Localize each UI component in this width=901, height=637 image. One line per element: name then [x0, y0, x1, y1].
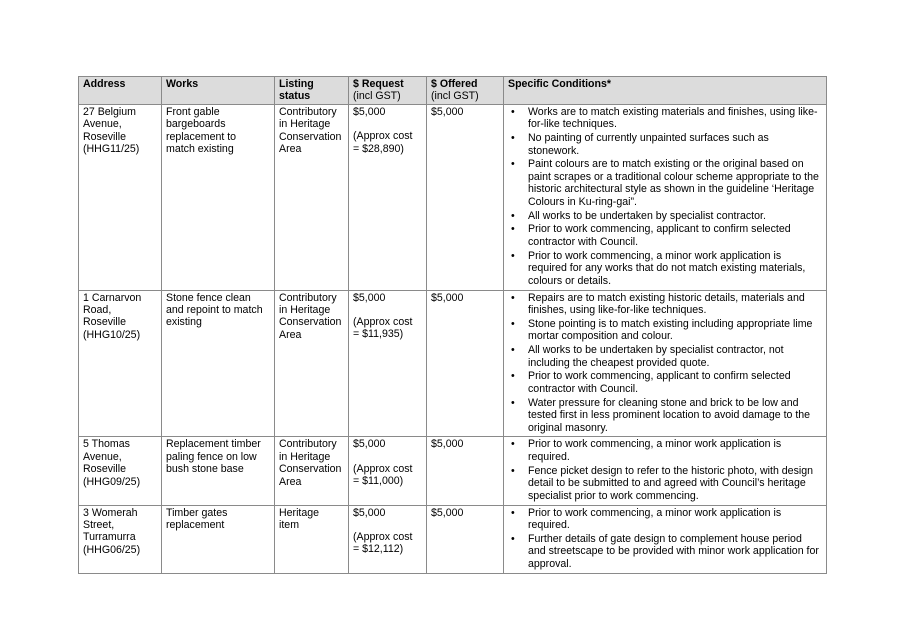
- condition-item: [508, 292, 822, 317]
- listing-status-cell-line: Area: [279, 143, 302, 156]
- address-cell-line: Roseville: [83, 130, 126, 143]
- listing-status-cell: [275, 290, 349, 437]
- condition-item: [508, 344, 822, 369]
- address-cell: [79, 290, 162, 437]
- offered-cell: [427, 290, 504, 437]
- condition-item: [508, 106, 822, 131]
- approx-cost-line: = $11,935): [353, 328, 404, 341]
- listing-status-cell-line: in Heritage: [279, 118, 331, 131]
- conditions-list: [508, 292, 822, 434]
- table-row: [79, 290, 827, 437]
- condition-text: Repairs are to match existing historic details, materials and finishes, using like-for-like techniques.: [528, 291, 805, 316]
- offered-amount: $5,000: [431, 291, 464, 304]
- listing-status-cell-line: Contributory: [279, 438, 337, 451]
- address-cell-line: (HHG11/25): [83, 143, 140, 156]
- listing-status-cell-line: Conservation: [279, 463, 342, 476]
- condition-text: Prior to work commencing, a minor work application is required.: [528, 438, 782, 463]
- approx-cost-line: = $12,112): [353, 543, 404, 556]
- condition-item: [508, 370, 822, 395]
- listing-status-cell-line: in Heritage: [279, 450, 331, 463]
- conditions-cell: [504, 290, 827, 437]
- approx-cost-line: (Approx cost: [353, 130, 413, 143]
- condition-item: [508, 533, 822, 570]
- condition-item: [508, 250, 822, 287]
- request-amount: $5,000: [353, 105, 386, 118]
- address-cell-line: Street,: [83, 518, 115, 531]
- address-cell-line: 3 Womerah: [83, 506, 138, 519]
- condition-text: All works to be undertaken by specialist contractor, not including the cheapest provided quote.: [528, 344, 784, 369]
- condition-text: Fence picket design to refer to the historic photo, with design detail to be submitted to and agreed with Council’s heritage specialist prior to work commencing.: [528, 464, 814, 502]
- works-cell: [162, 437, 275, 505]
- header-request: $ Request (incl GST): [349, 77, 427, 105]
- offered-amount: $5,000: [431, 105, 464, 118]
- address-cell-line: 27 Belgium: [83, 105, 136, 118]
- works-cell-line: bargeboards: [166, 118, 226, 131]
- address-cell-line: Turramurra: [83, 531, 136, 544]
- header-specific-conditions: Specific Conditions*: [504, 77, 827, 105]
- spacer: [353, 451, 422, 463]
- header-listing-status: Listing status: [275, 77, 349, 105]
- condition-text: Prior to work commencing, a minor work application is required.: [528, 506, 782, 531]
- listing-status-cell-line: Area: [279, 328, 302, 341]
- works-cell-line: match existing: [166, 143, 234, 156]
- condition-text: All works to be undertaken by specialist contractor.: [528, 209, 766, 222]
- table-row: [79, 437, 827, 505]
- listing-status-cell-line: Conservation: [279, 316, 342, 329]
- approx-cost-line: = $28,890): [353, 142, 404, 155]
- conditions-list: [508, 507, 822, 571]
- listing-status-cell: [275, 505, 349, 573]
- address-cell-line: (HHG06/25): [83, 543, 141, 556]
- condition-item: [508, 438, 822, 463]
- conditions-cell: [504, 505, 827, 573]
- conditions-list: [508, 106, 822, 287]
- condition-text: Prior to work commencing, a minor work application is required for any works that do not match existing materials, colours or details.: [528, 249, 806, 287]
- request-cell: [349, 104, 427, 290]
- request-cell: [349, 505, 427, 573]
- condition-item: [508, 223, 822, 248]
- address-cell-line: Road,: [83, 303, 112, 316]
- address-cell-line: (HHG09/25): [83, 475, 141, 488]
- condition-item: [508, 507, 822, 532]
- bullet-icon: •: [511, 291, 515, 304]
- condition-item: [508, 397, 822, 434]
- listing-status-cell-line: in Heritage: [279, 303, 331, 316]
- bullet-icon: •: [511, 532, 515, 545]
- approx-cost-line: (Approx cost: [353, 462, 413, 475]
- listing-status-cell-line: Contributory: [279, 291, 337, 304]
- bullet-icon: •: [511, 370, 515, 383]
- condition-text: Works are to match existing materials and finishes, using like-for-like techniques.: [528, 105, 818, 131]
- request-amount: $5,000: [353, 291, 386, 304]
- request-amount: $5,000: [353, 506, 386, 519]
- address-cell-line: Roseville: [83, 463, 126, 476]
- works-cell-line: Timber gates: [166, 506, 228, 519]
- listing-status-cell: [275, 104, 349, 290]
- works-cell: [162, 290, 275, 437]
- conditions-cell: [504, 104, 827, 290]
- condition-item: [508, 132, 822, 157]
- bullet-icon: •: [511, 506, 515, 519]
- bullet-icon: •: [511, 223, 515, 236]
- approx-cost-line: (Approx cost: [353, 315, 413, 328]
- listing-status-cell-line: Heritage: [279, 506, 320, 519]
- condition-text: Further details of gate design to complement house period and streetscape to be provided with minor work application for approval.: [528, 532, 819, 570]
- address-cell-line: 5 Thomas: [83, 438, 130, 451]
- bullet-icon: •: [511, 249, 515, 262]
- works-cell-line: Front gable: [166, 105, 220, 118]
- offered-amount: $5,000: [431, 506, 464, 519]
- header-offered: $ Offered (incl GST): [427, 77, 504, 105]
- offered-amount: $5,000: [431, 438, 464, 451]
- bullet-icon: •: [511, 344, 515, 357]
- condition-text: No painting of currently unpainted surfaces such as stonework.: [528, 132, 769, 157]
- spacer: [353, 519, 422, 531]
- condition-item: [508, 210, 822, 222]
- table-row: [79, 104, 827, 290]
- address-cell-line: (HHG10/25): [83, 328, 141, 341]
- header-address: Address: [79, 77, 162, 105]
- request-cell: [349, 290, 427, 437]
- table-header-row: [79, 77, 827, 105]
- works-cell-line: bush stone base: [166, 463, 244, 476]
- works-cell-line: existing: [166, 316, 202, 329]
- works-cell: [162, 505, 275, 573]
- condition-text: Stone pointing is to match existing including appropriate lime mortar composition and colour.: [528, 317, 813, 343]
- bullet-icon: •: [511, 464, 515, 477]
- bullet-icon: •: [511, 132, 515, 145]
- listing-status-cell-line: Contributory: [279, 105, 337, 118]
- bullet-icon: •: [511, 158, 515, 171]
- address-cell-line: Avenue,: [83, 118, 122, 131]
- condition-text: Prior to work commencing, applicant to confirm selected contractor with Council.: [528, 223, 791, 248]
- approx-cost-line: = $11,000): [353, 475, 404, 488]
- address-cell-line: 1 Carnarvon: [83, 291, 142, 304]
- listing-status-cell-line: item: [279, 518, 300, 531]
- offered-cell: [427, 437, 504, 505]
- works-cell-line: and repoint to match: [166, 303, 263, 316]
- spacer: [353, 118, 422, 130]
- listing-status-cell: [275, 437, 349, 505]
- spacer: [353, 304, 422, 316]
- address-cell-line: Avenue,: [83, 450, 122, 463]
- listing-status-cell-line: Conservation: [279, 130, 342, 143]
- address-cell: [79, 437, 162, 505]
- condition-text: Water pressure for cleaning stone and brick to be low and tested first in less prominent location to avoid damage to the original masonry.: [528, 396, 811, 434]
- address-cell: [79, 104, 162, 290]
- listing-status-cell-line: Area: [279, 475, 302, 488]
- header-works: Works: [162, 77, 275, 105]
- works-cell-line: Replacement timber: [166, 438, 261, 451]
- bullet-icon: •: [511, 317, 515, 330]
- bullet-icon: •: [511, 209, 515, 222]
- bullet-icon: •: [511, 105, 515, 118]
- works-cell-line: paling fence on low: [166, 450, 257, 463]
- condition-item: [508, 318, 822, 343]
- condition-item: [508, 158, 822, 208]
- offered-cell: [427, 505, 504, 573]
- works-cell-line: Stone fence clean: [166, 291, 251, 304]
- conditions-cell: [504, 437, 827, 505]
- request-amount: $5,000: [353, 438, 386, 451]
- bullet-icon: •: [511, 396, 515, 409]
- works-cell-line: replacement to: [166, 130, 237, 143]
- address-cell: [79, 505, 162, 573]
- approx-cost-line: (Approx cost: [353, 530, 413, 543]
- request-cell: [349, 437, 427, 505]
- works-cell-line: replacement: [166, 518, 225, 531]
- conditions-list: [508, 438, 822, 502]
- heritage-grants-table: [78, 76, 827, 574]
- works-cell: [162, 104, 275, 290]
- table-row: [79, 505, 827, 573]
- offered-cell: [427, 104, 504, 290]
- bullet-icon: •: [511, 438, 515, 451]
- condition-text: Paint colours are to match existing or the original based on paint scrapes or a traditional colour scheme appropriate to the historic architectural style as shown in the guideline ‘Heritage Colours in Ku-ring-gai”.: [528, 158, 819, 208]
- condition-text: Prior to work commencing, applicant to confirm selected contractor with Council.: [528, 370, 791, 395]
- address-cell-line: Roseville: [83, 316, 126, 329]
- condition-item: [508, 465, 822, 502]
